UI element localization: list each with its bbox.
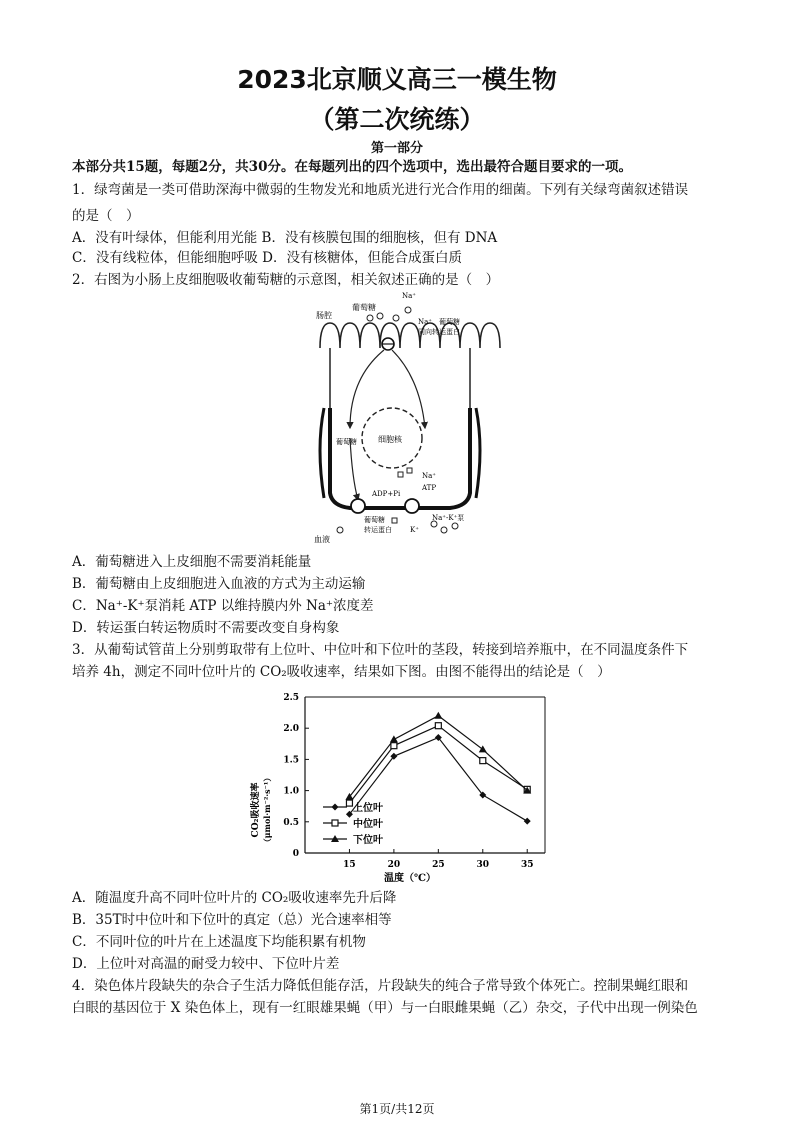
x-tick-label: 20: [387, 860, 401, 870]
page-title: 2023北京顺义高三一模生物: [237, 65, 557, 94]
x-tick-label: 15: [343, 860, 356, 870]
tight-junction-left: [320, 408, 324, 498]
y-tick-label: 0: [292, 849, 299, 859]
legend-label: 上位叶: [353, 803, 383, 814]
data-point-square: [480, 758, 486, 764]
data-point-triangle: [390, 735, 398, 742]
q4-line1: 4．染色体片段缺失的杂合子生活力降低但能存活，片段缺失的纯合子常导致个体死亡。控制果蝇红眼和: [72, 978, 689, 994]
glucose-transporter-icon: [351, 499, 365, 513]
data-point-diamond: [524, 818, 531, 825]
chart-ylabel: CO₂吸收速率: [251, 782, 261, 838]
data-point-square: [435, 723, 441, 729]
y-tick-label: 0.5: [283, 817, 299, 828]
label-blood: 血液: [314, 535, 330, 544]
label-nucleus: 细胞核: [378, 435, 402, 444]
chart-xlabel: 温度（℃）: [384, 873, 436, 884]
chart-ylabel-unit: （μmol·m⁻²·s⁻¹）: [262, 773, 272, 847]
label-symporter: Na⁺、葡萄糖: [418, 318, 460, 326]
intestinal-cell-diagram: [310, 288, 510, 548]
data-point-square: [346, 800, 352, 806]
y-tick-label: 1.5: [283, 755, 299, 766]
data-point-triangle: [434, 712, 442, 719]
label-adp: ADP+Pi: [372, 490, 401, 498]
page-subtitle: （第二次统练）: [309, 105, 485, 134]
q3-stem-line2: 培养 4h，测定不同叶位叶片的 CO₂吸收速率，结果如下图。由图不能得出的结论是（ ）: [72, 664, 611, 680]
q3-option-c: C．不同叶位的叶片在上述温度下均能积累有机物: [72, 934, 366, 950]
label-glucose-left: 葡萄糖: [336, 438, 357, 446]
label-glucose-top: 葡萄糖: [352, 303, 376, 312]
legend-marker: [332, 820, 338, 826]
section-heading: 第一部分: [370, 141, 423, 156]
q2-option-a: A．葡萄糖进入上皮细胞不需要消耗能量: [72, 554, 312, 570]
q1-options-line2: C．没有线粒体，但能细胞呼吸 D．没有核糖体，但能合成蛋白质: [72, 250, 462, 266]
label-k: K⁺: [410, 526, 419, 534]
tight-junction-right: [476, 408, 480, 498]
x-tick-label: 35: [520, 860, 534, 870]
q2-stem: 2．右图为小肠上皮细胞吸收葡萄糖的示意图，相关叙述正确的是（ ）: [72, 272, 500, 288]
q1-stem-line2: 的是（ ）: [72, 208, 140, 224]
q2-option-b: B．葡萄糖由上皮细胞进入血液的方式为主动运输: [72, 576, 366, 592]
q1-options-line1: A．没有叶绿体，但能利用光能 B．没有核膜包围的细胞核，但有 DNA: [72, 230, 498, 246]
q3-option-b: B．35T时中位叶和下位叶的真定（总）光合速率相等: [72, 912, 392, 928]
y-tick-label: 2.5: [283, 693, 299, 703]
legend-marker: [332, 804, 339, 811]
y-tick-label: 2.0: [283, 724, 299, 735]
q2-option-c: C．Na⁺-K⁺泵消耗 ATP 以维持膜内外 Na⁺浓度差: [72, 598, 374, 614]
q3-stem-line1: 3．从葡萄试管苗上分别剪取带有上位叶、中位叶和下位叶的茎段，转接到培养瓶中，在不同温度条件下: [72, 642, 689, 658]
x-tick-label: 30: [476, 860, 490, 870]
co2-uptake-chart: [240, 685, 560, 885]
q3-option-a: A．随温度升高不同叶位叶片的 CO₂吸收速率先升后降: [72, 890, 397, 906]
x-tick-label: 25: [432, 860, 445, 870]
label-atp: ATP: [422, 484, 437, 492]
label-na-top: Na⁺: [402, 292, 416, 300]
label-transporter2: 转运蛋白: [364, 526, 392, 534]
q3-option-d: D．上位叶对高温的耐受力较中、下位叶片差: [72, 956, 340, 972]
label-symporter2: 同向转运蛋白: [418, 328, 460, 336]
q2-option-d: D．转运蛋白转运物质时不需要改变自身构象: [72, 620, 340, 636]
y-tick-label: 1.0: [283, 786, 299, 797]
microvilli: [320, 323, 500, 348]
na-k-pump-icon: [405, 499, 419, 513]
page-footer: 第1页/共12页: [359, 1102, 435, 1116]
label-na-right: Na⁺: [422, 472, 436, 480]
section-instructions: 本部分共15题，每题2分，共30分。在每题列出的四个选项中，选出最符合题目要求的一项。: [72, 159, 632, 175]
label-lumen: 肠腔: [316, 311, 332, 320]
legend-label: 中位叶: [353, 819, 383, 830]
sodium-path-arrow: [392, 350, 425, 428]
legend-label: 下位叶: [353, 835, 383, 846]
label-pump: Na⁺-K⁺泵: [432, 514, 465, 522]
label-transporter1: 葡萄糖: [364, 516, 385, 524]
q4-line2: 白眼的基因位于 X 染色体上，现有一红眼雄果蝇（甲）与一白眼雌果蝇（乙）杂交，子代中出现一例染色: [72, 1000, 698, 1016]
q1-stem-line1: 1．绿弯菌是一类可借助深海中微弱的生物发光和地质光进行光合作用的细菌。下列有关绿弯菌叙述错误: [72, 182, 689, 198]
data-point-square: [391, 743, 397, 749]
data-point-triangle: [479, 745, 487, 752]
glucose-path-arrow: [350, 350, 384, 428]
